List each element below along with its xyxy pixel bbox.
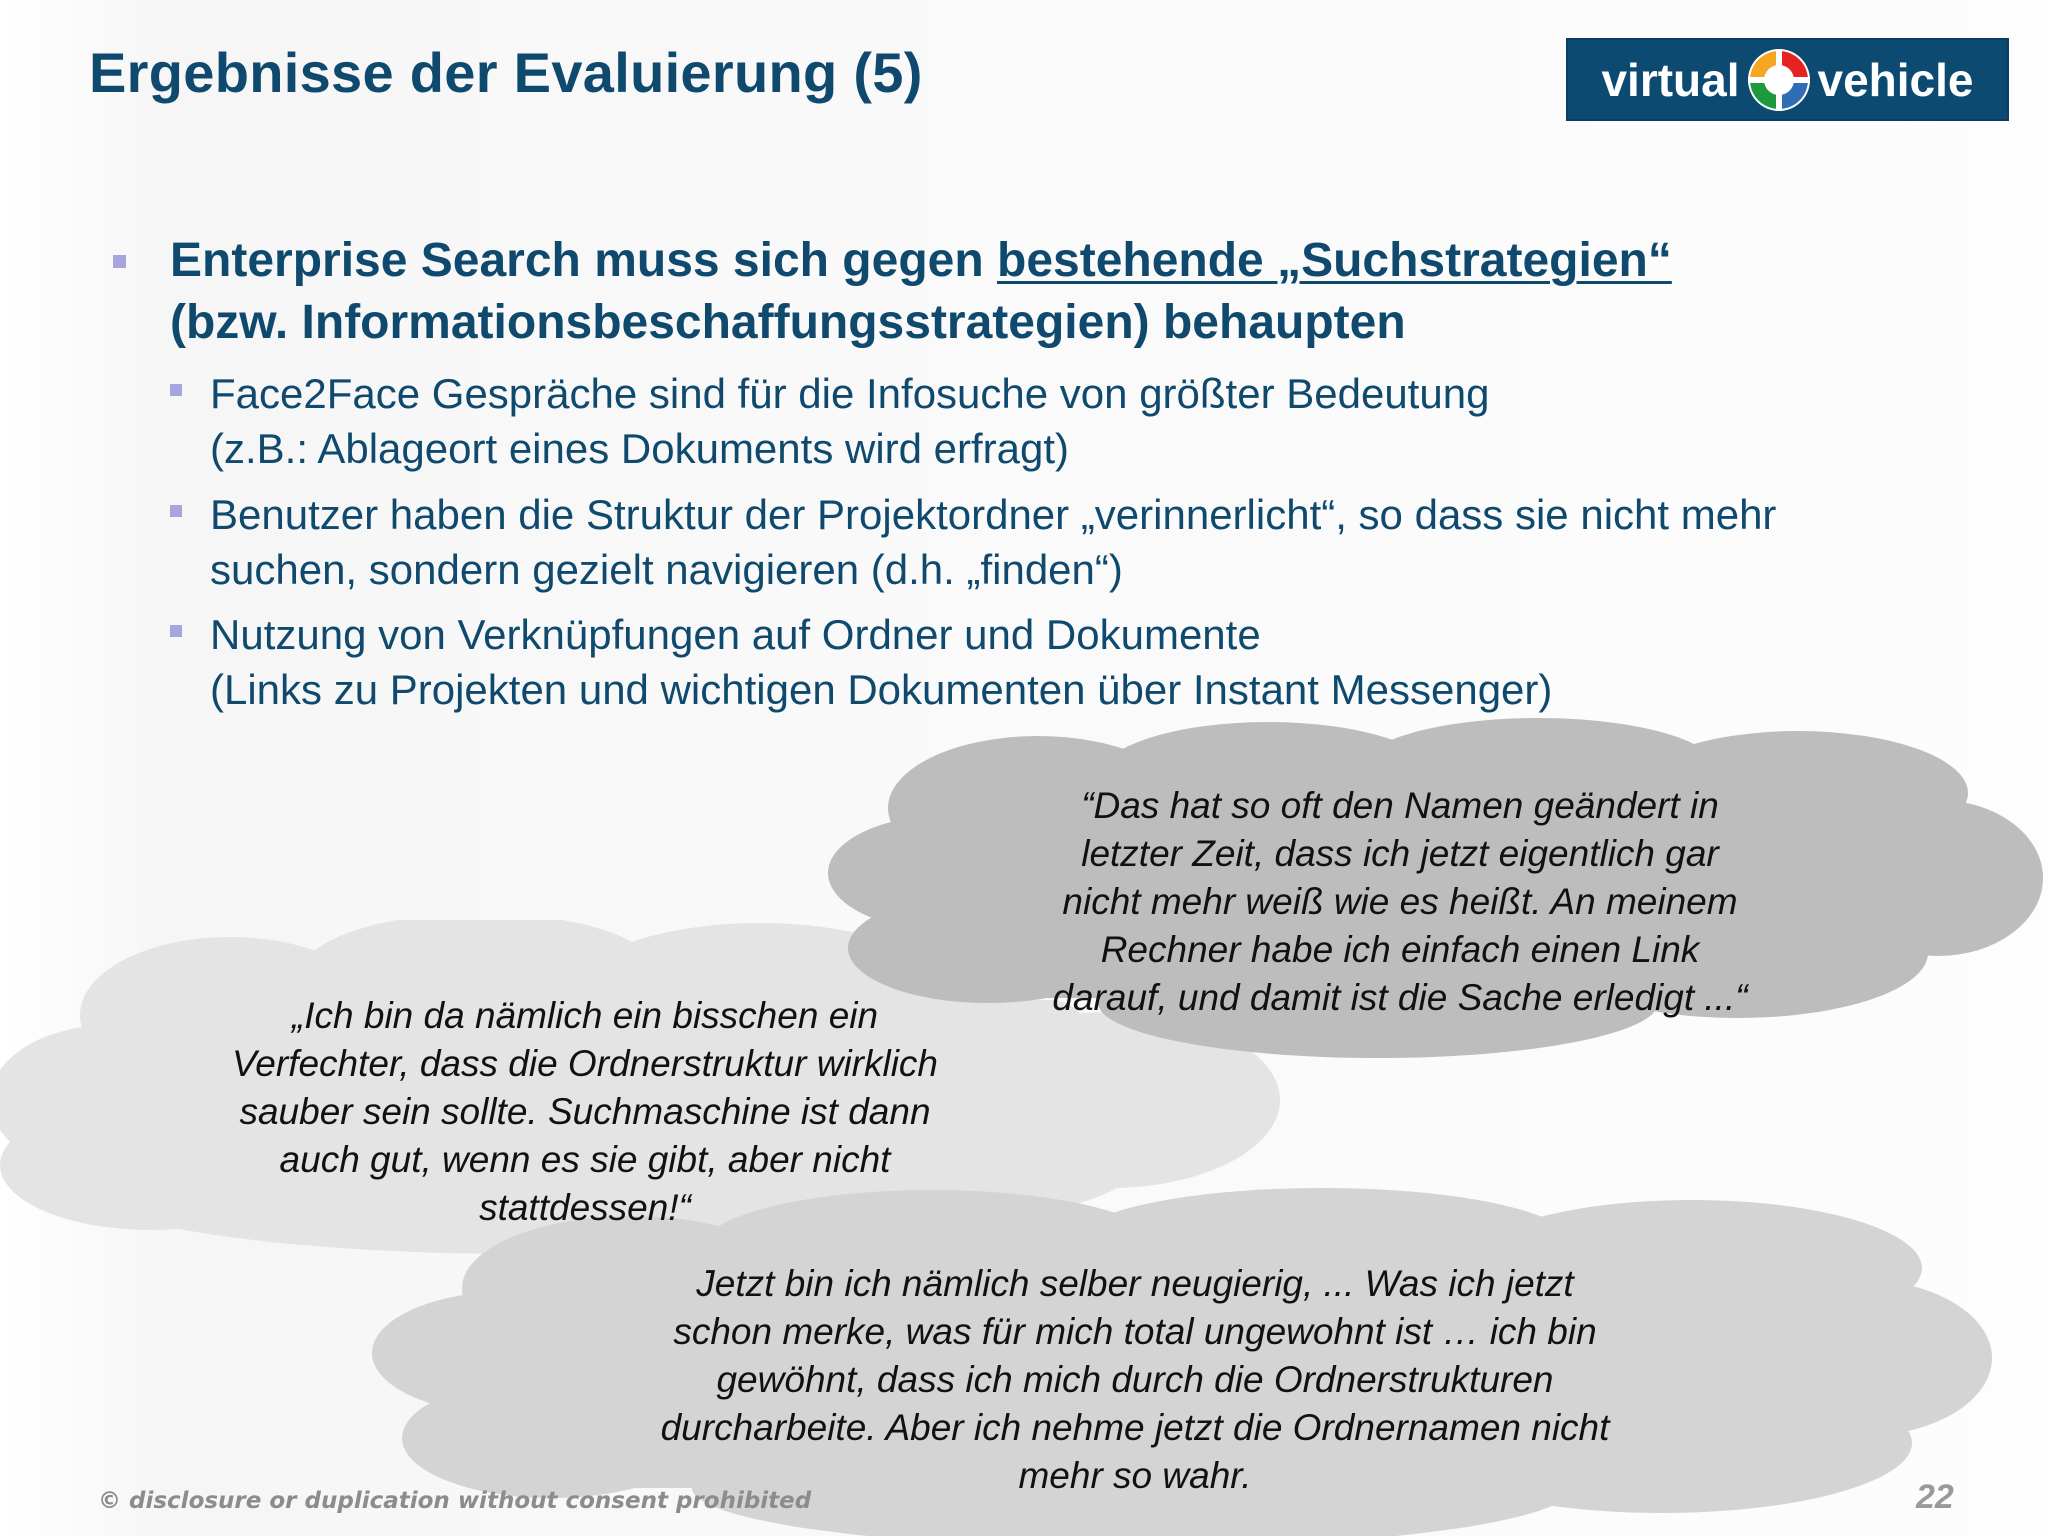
virtual-vehicle-logo xyxy=(1566,38,2009,121)
quote-1-line: letzter Zeit, dass ich jetzt eigentlich gar xyxy=(1081,833,1719,874)
quote-2 xyxy=(180,992,990,1232)
logo-ring-icon xyxy=(1746,47,1812,113)
quote-2-line: sauber sein sollte. Suchmaschine ist dann xyxy=(239,1091,931,1132)
bullet-square-main xyxy=(113,255,126,268)
quote-1 xyxy=(1000,782,1800,1022)
sub-bullet-3-line1: Nutzung von Verknüpfungen auf Ordner und Dokumente xyxy=(210,611,1261,658)
sub-bullet-2-line2: suchen, sondern gezielt navigieren (d.h. „finden“) xyxy=(210,546,1123,593)
bullet-square-sub-1 xyxy=(170,384,182,396)
quote-3-line: gewöhnt, dass ich mich durch die Ordnerstrukturen xyxy=(716,1359,1554,1400)
sub-bullet-1-line2: (z.B.: Ablageort eines Dokuments wird erfragt) xyxy=(210,425,1070,472)
sub-bullet-3 xyxy=(210,607,1990,717)
quote-2-line: Verfechter, dass die Ordnerstruktur wirklich xyxy=(232,1043,938,1084)
quote-3-line: durcharbeite. Aber ich nehme jetzt die Ordnernamen nicht xyxy=(660,1407,1610,1448)
quote-1-line: “Das hat so oft den Namen geändert in xyxy=(1081,785,1719,826)
quote-3-line: Jetzt bin ich nämlich selber neugierig, ... Was ich jetzt xyxy=(696,1263,1574,1304)
footer-disclaimer: © disclosure or duplication without consent prohibited xyxy=(98,1488,812,1514)
quote-3 xyxy=(585,1260,1685,1500)
sub-bullet-2-line1: Benutzer haben die Struktur der Projektordner „verinnerlicht“, so dass sie nicht mehr xyxy=(210,491,1777,538)
bullet-square-sub-3 xyxy=(170,625,182,637)
sub-bullet-3-line2: (Links zu Projekten und wichtigen Dokumenten über Instant Messenger) xyxy=(210,666,1553,713)
page-number: 22 xyxy=(1916,1478,1954,1516)
quote-1-line: Rechner habe ich einfach einen Link xyxy=(1100,929,1700,970)
quote-1-line: nicht mehr weiß wie es heißt. An meinem xyxy=(1062,881,1738,922)
sub-bullet-1-line1: Face2Face Gespräche sind für die Infosuche von größter Bedeutung xyxy=(210,370,1490,417)
quote-2-line: „Ich bin da nämlich ein bisschen ein xyxy=(291,995,879,1036)
bullet-main-line2: (bzw. Informationsbeschaffungsstrategien) behaupten xyxy=(170,296,1406,349)
quote-2-line: auch gut, wenn es sie gibt, aber nicht xyxy=(279,1139,891,1180)
quote-3-line: mehr so wahr. xyxy=(1018,1455,1252,1496)
slide-title: Ergebnisse der Evaluierung (5) xyxy=(89,41,923,104)
quote-3-line: schon merke, was für mich total ungewohnt ist … ich bin xyxy=(673,1311,1597,1352)
bullet-main-underlined: bestehende „Suchstrategien“ xyxy=(997,234,1672,287)
quote-2-line: stattdessen!“ xyxy=(479,1187,691,1228)
bullet-square-sub-2 xyxy=(170,505,182,517)
bullet-main xyxy=(170,230,1870,354)
logo-word-left: virtual xyxy=(1601,53,1740,106)
sub-bullet-1 xyxy=(210,366,1990,476)
quote-1-line: darauf, und damit ist die Sache erledigt ...“ xyxy=(1052,977,1748,1018)
sub-bullet-2 xyxy=(210,487,1990,597)
bullet-main-text: Enterprise Search muss sich gegen xyxy=(170,234,997,287)
logo-word-right: vehicle xyxy=(1817,53,1974,106)
